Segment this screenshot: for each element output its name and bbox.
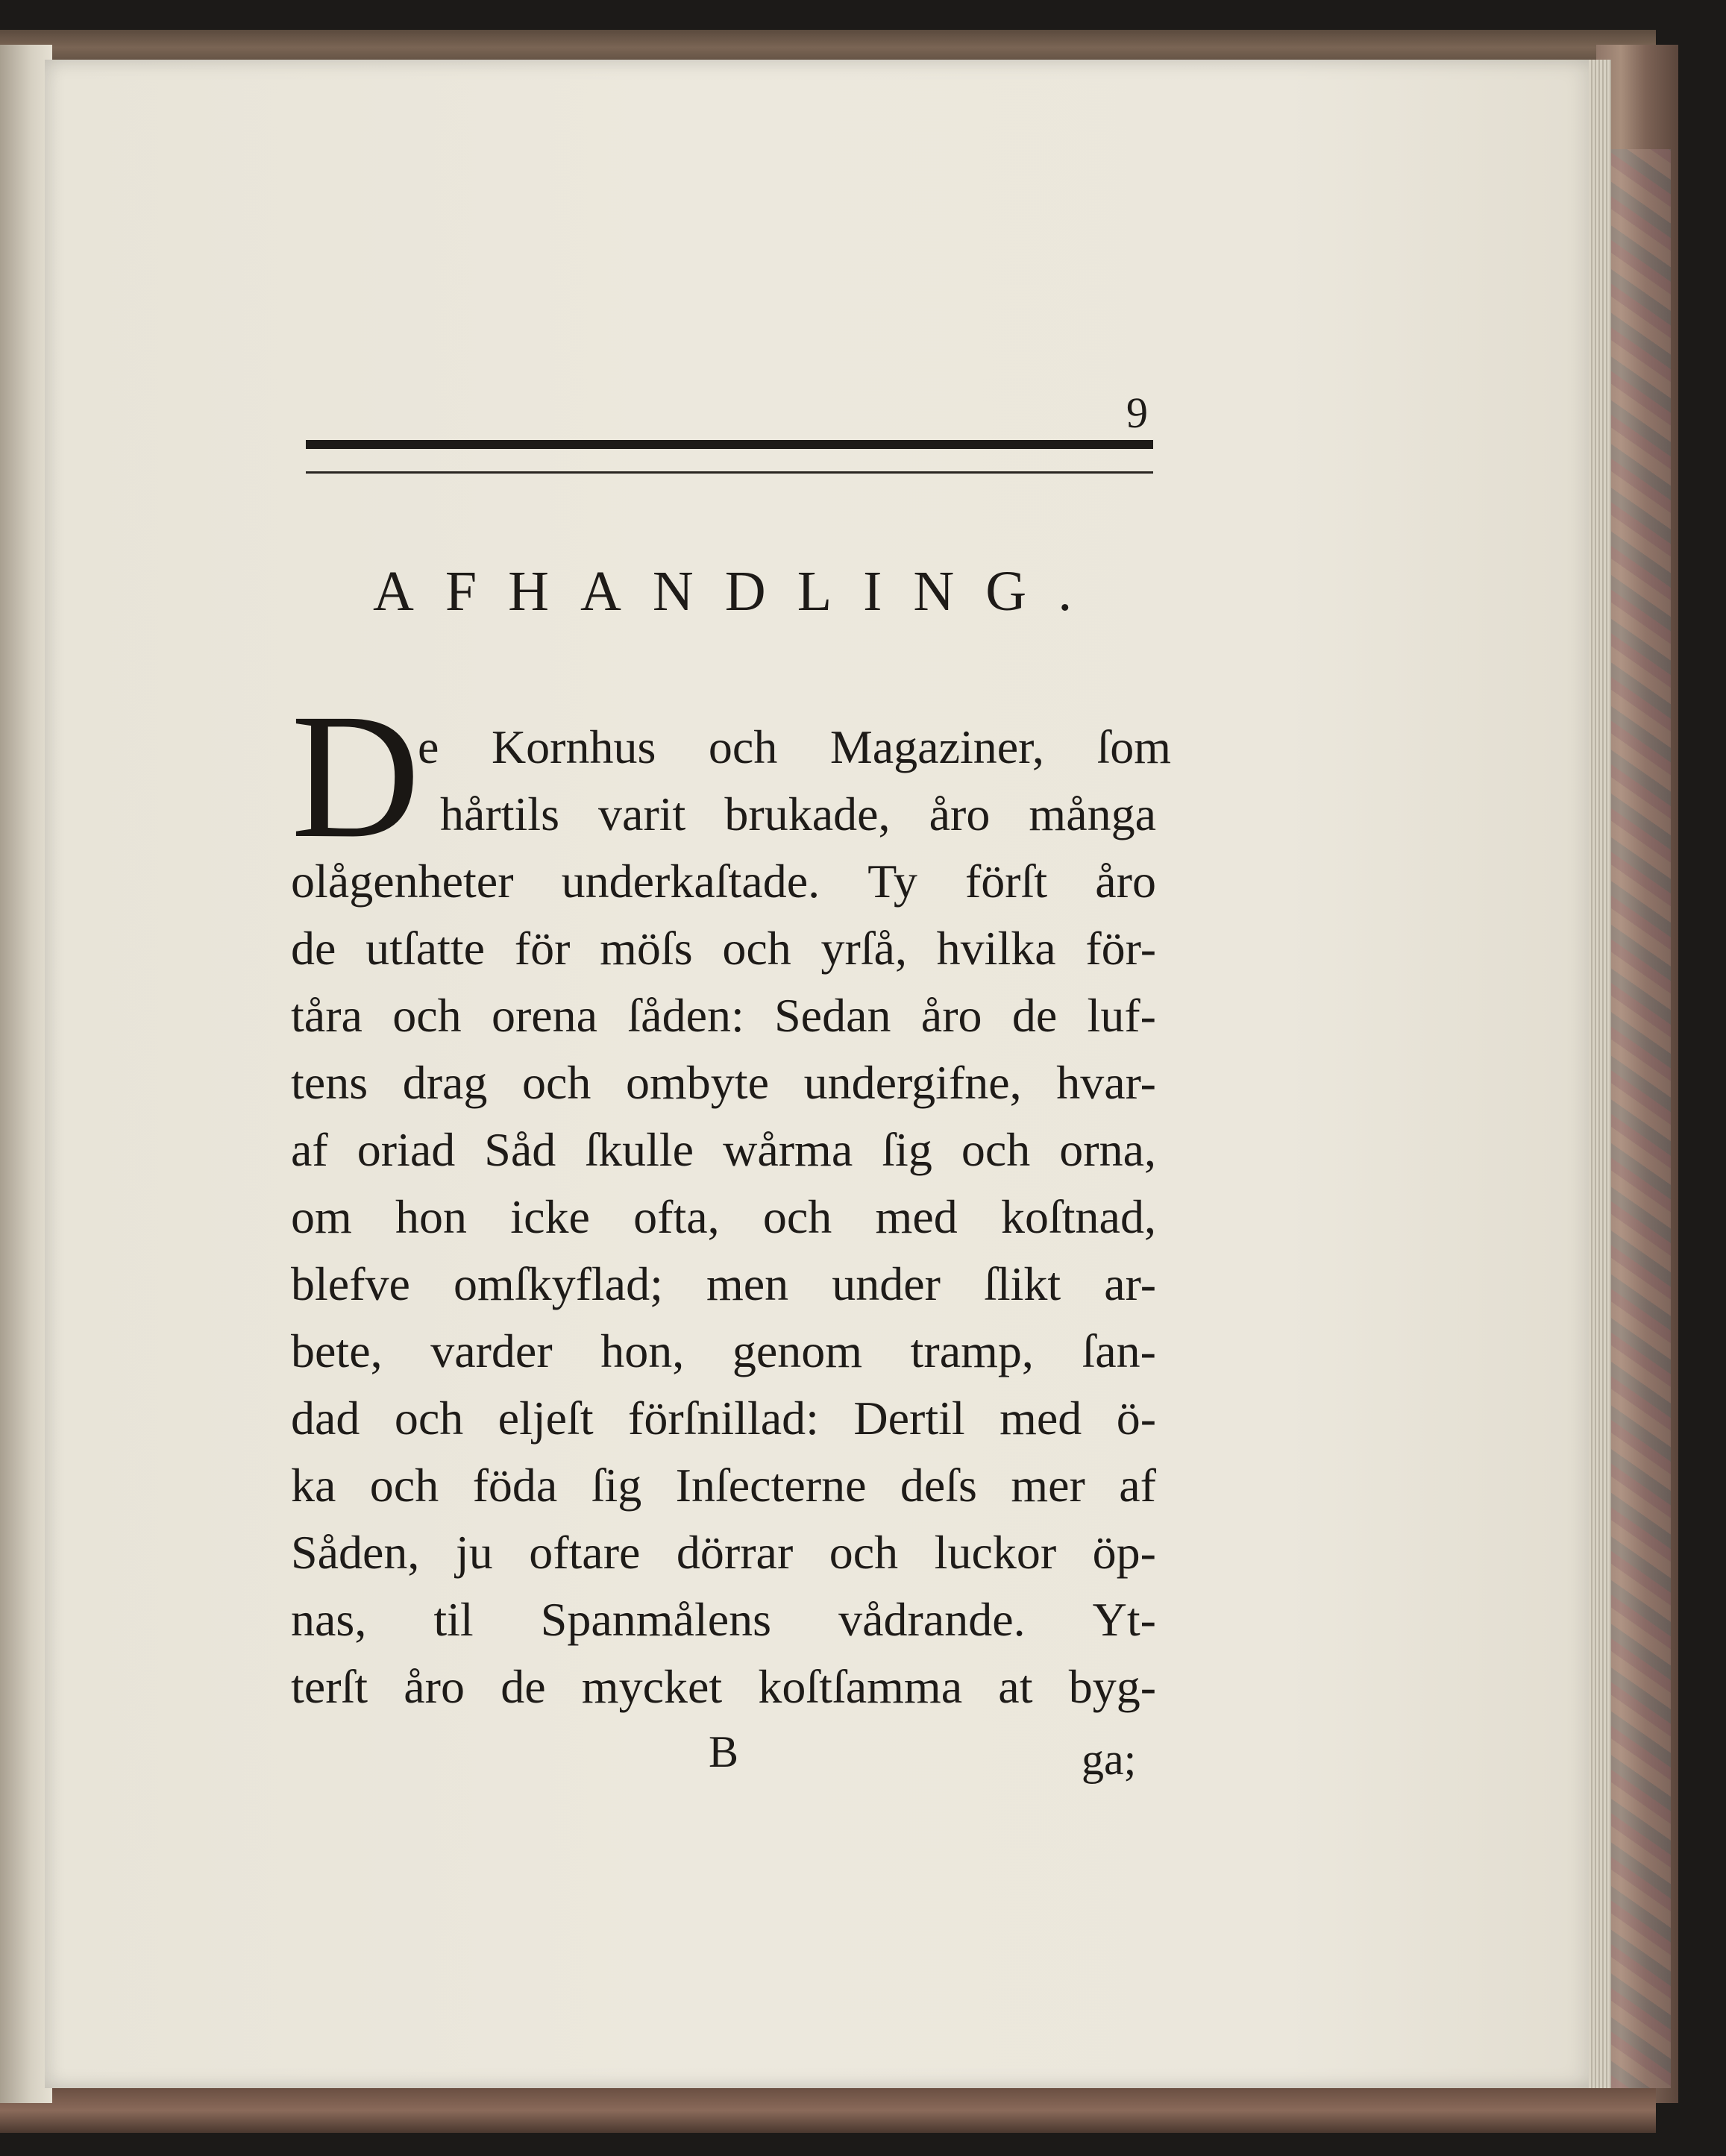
header-rule-thin xyxy=(306,471,1153,474)
text-line: terſt åro de mycket koſtſamma at byg- xyxy=(291,1660,1156,1713)
book-cover-bottom xyxy=(0,2088,1656,2133)
text-line: hårtils varit brukade, åro många xyxy=(440,788,1156,840)
marbled-edge xyxy=(1611,149,1671,2088)
drop-cap: D xyxy=(291,676,421,875)
header-rule-thick xyxy=(306,440,1153,449)
text-line: e Kornhus och Magaziner, ſom xyxy=(418,720,1171,773)
text-line: tens drag och ombyte undergifne, hvar- xyxy=(291,1056,1156,1109)
text-line: bete, varder hon, genom tramp, ſan- xyxy=(291,1324,1156,1377)
text-line: dad och eljeſt förſnillad: Dertil med ö- xyxy=(291,1392,1156,1445)
page-number: 9 xyxy=(1126,389,1148,437)
text-line: nas, til Spanmålens vådrande. Yt- xyxy=(291,1593,1156,1646)
text-line: de utſatte för möſs och yrſå, hvilka för- xyxy=(291,922,1156,975)
text-line: om hon icke ofta, och med koſtnad, xyxy=(291,1190,1156,1243)
text-line: ka och föda ſig Inſecterne deſs mer af xyxy=(291,1459,1156,1512)
page-stack-edges xyxy=(1589,60,1611,2088)
text-line: olågenheter underkaſtade. Ty förſt åro xyxy=(291,855,1156,908)
signature-mark: B xyxy=(709,1727,739,1776)
chapter-heading: AFHANDLING. xyxy=(373,560,1104,623)
text-line: Såden, ju oftare dörrar och luckor öp- xyxy=(291,1526,1156,1579)
text-line: blefve omſkyflad; men under ſlikt ar- xyxy=(291,1257,1156,1310)
text-line: tåra och orena ſåden: Sedan åro de luf- xyxy=(291,989,1156,1042)
text-line: af oriad Såd ſkulle wårma ſig och orna, xyxy=(291,1123,1156,1176)
catchword: ga; xyxy=(1082,1735,1137,1784)
